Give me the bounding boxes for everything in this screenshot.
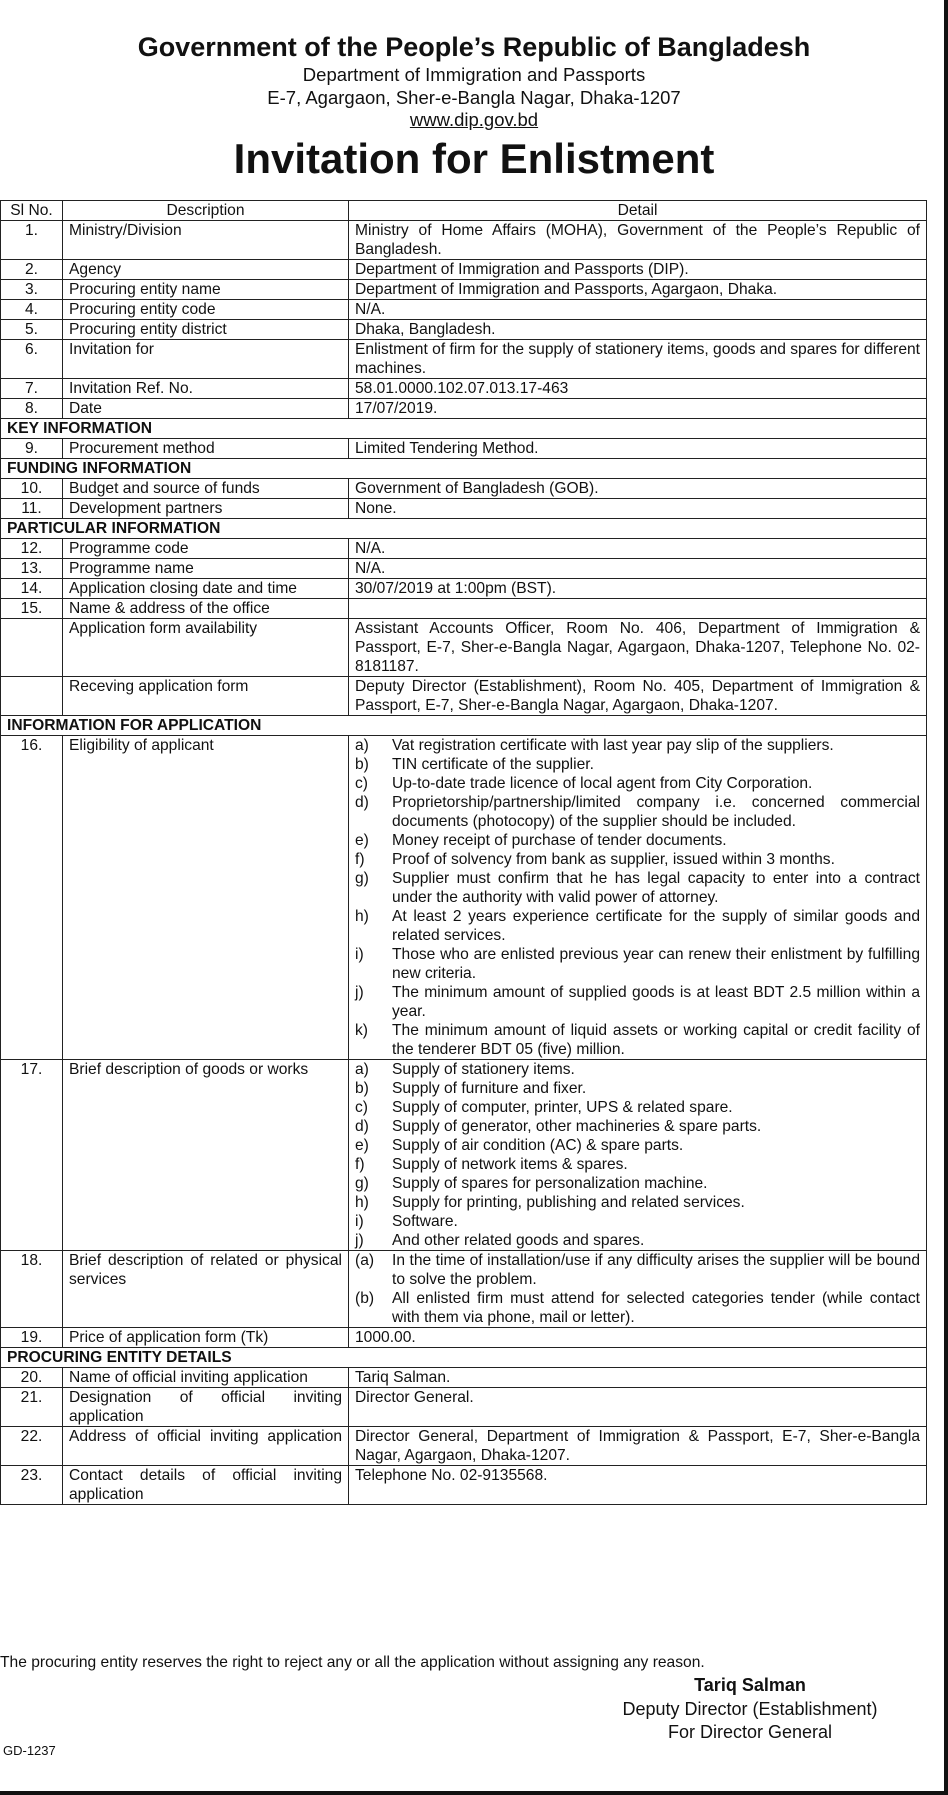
row-number: 6. <box>1 340 63 379</box>
row-number: 3. <box>1 280 63 300</box>
row-number: 8. <box>1 399 63 419</box>
section-heading: FUNDING INFORMATION <box>1 459 927 479</box>
row-number: 12. <box>1 539 63 559</box>
section-row-key-information <box>1 419 927 439</box>
row-description: Price of application form (Tk) <box>63 1328 349 1348</box>
table-row <box>1 736 927 1060</box>
list-item: (a) In the time of installation/use if any difficulty arises the supplier will be bound to solve the problem. <box>355 1252 920 1288</box>
row-description: Agency <box>63 260 349 280</box>
row-detail: Government of Bangladesh (GOB). <box>349 479 927 499</box>
row-detail <box>349 599 927 619</box>
row-number: 10. <box>1 479 63 499</box>
row-number-empty <box>1 677 63 716</box>
signatory-title: Deputy Director (Establishment) <box>622 1699 878 1719</box>
row-description: Receving application form <box>63 677 349 716</box>
notice-header <box>0 30 948 184</box>
column-header-detail: Detail <box>349 201 927 221</box>
table-row <box>1 1466 927 1505</box>
row-description: Application closing date and time <box>63 579 349 599</box>
row-description: Contact details of official inviting application <box>63 1466 349 1505</box>
row-detail: 17/07/2019. <box>349 399 927 419</box>
table-row <box>1 559 927 579</box>
row-description: Address of official inviting application <box>63 1427 349 1466</box>
list-item: i) Software. <box>355 1213 458 1230</box>
row-detail: Enlistment of firm for the supply of stationery items, goods and spares for different machines. <box>349 340 927 379</box>
row-number: 17. <box>1 1060 63 1251</box>
list-item: d) Supply of generator, other machineries & spare parts. <box>355 1118 762 1135</box>
list-item: h) At least 2 years experience certificate for the supply of similar goods and related services. <box>355 908 920 944</box>
row-number: 11. <box>1 499 63 519</box>
row-detail: Department of Immigration and Passports (DIP). <box>349 260 927 280</box>
list-item: b) Supply of furniture and fixer. <box>355 1080 587 1097</box>
row-number: 1. <box>1 221 63 260</box>
row-detail: N/A. <box>349 559 927 579</box>
row-number: 23. <box>1 1466 63 1505</box>
table-row <box>1 221 927 260</box>
row-description: Procuring entity name <box>63 280 349 300</box>
section-row-information-for-application <box>1 716 927 736</box>
list-item: h) Supply for printing, publishing and related services. <box>355 1194 745 1211</box>
enlistment-table <box>0 200 927 1505</box>
table-row <box>1 1368 927 1388</box>
row-detail: None. <box>349 499 927 519</box>
row-number: 13. <box>1 559 63 579</box>
table-row <box>1 439 927 459</box>
goods-list <box>349 1060 927 1251</box>
row-detail: Director General. <box>349 1388 927 1427</box>
row-number: 7. <box>1 379 63 399</box>
row-description: Programme name <box>63 559 349 579</box>
row-detail: Ministry of Home Affairs (MOHA), Government of the People’s Republic of Bangladesh. <box>349 221 927 260</box>
row-detail: Telephone No. 02-9135568. <box>349 1466 927 1505</box>
row-number: 5. <box>1 320 63 340</box>
section-row-particular-information <box>1 519 927 539</box>
section-row-funding-information <box>1 459 927 479</box>
table-row <box>1 499 927 519</box>
list-item: j) And other related goods and spares. <box>355 1232 645 1249</box>
row-description: Procurement method <box>63 439 349 459</box>
list-item: d) Proprietorship/partnership/limited company i.e. concerned commercial documents (photocopy) of the supplier should be included. <box>355 794 920 830</box>
table-row <box>1 1388 927 1427</box>
row-detail: Tariq Salman. <box>349 1368 927 1388</box>
list-item: c) Supply of computer, printer, UPS & related spare. <box>355 1099 733 1116</box>
table-row <box>1 1328 927 1348</box>
list-item: k) The minimum amount of liquid assets or working capital or credit facility of the tenderer BDT 05 (five) million. <box>355 1022 920 1058</box>
department-address: E-7, Agargaon, Sher-e-Bangla Nagar, Dhaka-1207 <box>267 86 681 108</box>
row-number: 19. <box>1 1328 63 1348</box>
list-item: j) The minimum amount of supplied goods is at least BDT 2.5 million within a year. <box>355 984 920 1020</box>
section-row-procuring-entity-details <box>1 1348 927 1368</box>
column-header-description: Description <box>63 201 349 221</box>
row-detail: Assistant Accounts Officer, Room No. 406, Department of Immigration & Passport, E-7, Sher-e-Bangla Nagar, Agargaon, Dhaka-1207, Telephone No. 02-8181187. <box>349 619 927 677</box>
table-row <box>1 399 927 419</box>
document-code: GD-1237 <box>3 1743 56 1758</box>
list-item: a) Vat registration certificate with last year pay slip of the suppliers. <box>355 737 834 754</box>
row-detail: N/A. <box>349 539 927 559</box>
row-number-empty <box>1 619 63 677</box>
signatory-name: Tariq Salman <box>694 1675 806 1695</box>
table-row <box>1 300 927 320</box>
row-description: Procuring entity code <box>63 300 349 320</box>
row-description: Programme code <box>63 539 349 559</box>
notice-title: Invitation for Enlistment <box>233 134 715 182</box>
reservation-note: The procuring entity reserves the right to reject any or all the application without assigning any reason. <box>0 1654 705 1671</box>
column-header-sl: Sl No. <box>1 201 63 221</box>
row-detail: Department of Immigration and Passports, Agargaon, Dhaka. <box>349 280 927 300</box>
list-item: b) TIN certificate of the supplier. <box>355 756 594 773</box>
section-heading: PROCURING ENTITY DETAILS <box>1 1348 927 1368</box>
row-number: 16. <box>1 736 63 1060</box>
eligibility-list <box>349 736 927 1060</box>
row-detail: 30/07/2019 at 1:00pm (BST). <box>349 579 927 599</box>
row-number: 15. <box>1 599 63 619</box>
list-item: e) Supply of air condition (AC) & spare parts. <box>355 1137 684 1154</box>
services-list <box>349 1251 927 1328</box>
list-item: g) Supply of spares for personalization machine. <box>355 1175 708 1192</box>
row-description: Eligibility of applicant <box>63 736 349 1060</box>
row-description: Name of official inviting application <box>63 1368 349 1388</box>
row-description: Brief description of related or physical services <box>63 1251 349 1328</box>
row-description: Ministry/Division <box>63 221 349 260</box>
table-row <box>1 599 927 619</box>
row-detail: 58.01.0000.102.07.013.17-463 <box>349 379 927 399</box>
table-row <box>1 1060 927 1251</box>
list-item: a) Supply of stationery items. <box>355 1061 575 1078</box>
table-row <box>1 539 927 559</box>
row-detail: Director General, Department of Immigration & Passport, E-7, Sher-e-Bangla Nagar, Agargaon, Dhaka-1207. <box>349 1427 927 1466</box>
table-row <box>1 479 927 499</box>
row-detail: Dhaka, Bangladesh. <box>349 320 927 340</box>
row-number: 22. <box>1 1427 63 1466</box>
section-heading: INFORMATION FOR APPLICATION <box>1 716 927 736</box>
table-row <box>1 579 927 599</box>
row-number: 4. <box>1 300 63 320</box>
table-row <box>1 677 927 716</box>
row-description: Date <box>63 399 349 419</box>
table-header-row <box>1 201 927 221</box>
list-item: f) Proof of solvency from bank as supplier, issued within 3 months. <box>355 851 835 868</box>
row-description: Invitation Ref. No. <box>63 379 349 399</box>
list-item: f) Supply of network items & spares. <box>355 1156 628 1173</box>
row-description: Development partners <box>63 499 349 519</box>
table-row <box>1 619 927 677</box>
row-description: Name & address of the office <box>63 599 349 619</box>
table-row <box>1 1427 927 1466</box>
row-description: Brief description of goods or works <box>63 1060 349 1251</box>
row-number: 2. <box>1 260 63 280</box>
list-item: c) Up-to-date trade licence of local agent from City Corporation. <box>355 775 813 792</box>
row-description: Invitation for <box>63 340 349 379</box>
department-name: Department of Immigration and Passports <box>302 64 646 85</box>
row-description: Procuring entity district <box>63 320 349 340</box>
list-item: (b) All enlisted firm must attend for selected categories tender (while contact with them via phone, mail or letter). <box>355 1290 920 1326</box>
row-detail: Limited Tendering Method. <box>349 439 927 459</box>
list-item: g) Supplier must confirm that he has legal capacity to enter into a contract under the authority with valid power of attorney. <box>355 870 920 906</box>
row-description: Budget and source of funds <box>63 479 349 499</box>
row-description: Designation of official inviting application <box>63 1388 349 1427</box>
table-row <box>1 280 927 300</box>
row-number: 21. <box>1 1388 63 1427</box>
section-heading: PARTICULAR INFORMATION <box>1 519 927 539</box>
signatory-for: For Director General <box>667 1722 833 1742</box>
table-row <box>1 340 927 379</box>
row-detail: Deputy Director (Establishment), Room No. 405, Department of Immigration & Passport, E-7, Sher-e-Bangla Nagar, Agargaon, Dhaka-1207. <box>349 677 927 716</box>
row-detail: 1000.00. <box>349 1328 927 1348</box>
website-link[interactable]: www.dip.gov.bd <box>409 109 539 130</box>
list-item: e) Money receipt of purchase of tender documents. <box>355 832 727 849</box>
row-detail: N/A. <box>349 300 927 320</box>
row-number: 20. <box>1 1368 63 1388</box>
row-description: Application form availability <box>63 619 349 677</box>
row-number: 14. <box>1 579 63 599</box>
row-number: 18. <box>1 1251 63 1328</box>
table-row <box>1 1251 927 1328</box>
table-row <box>1 379 927 399</box>
row-number: 9. <box>1 439 63 459</box>
government-name: Government of the People’s Republic of Bangladesh <box>137 32 811 62</box>
list-item: i) Those who are enlisted previous year can renew their enlistment by fulfilling new criteria. <box>355 946 920 982</box>
section-heading: KEY INFORMATION <box>1 419 927 439</box>
table-row <box>1 260 927 280</box>
table-row <box>1 320 927 340</box>
